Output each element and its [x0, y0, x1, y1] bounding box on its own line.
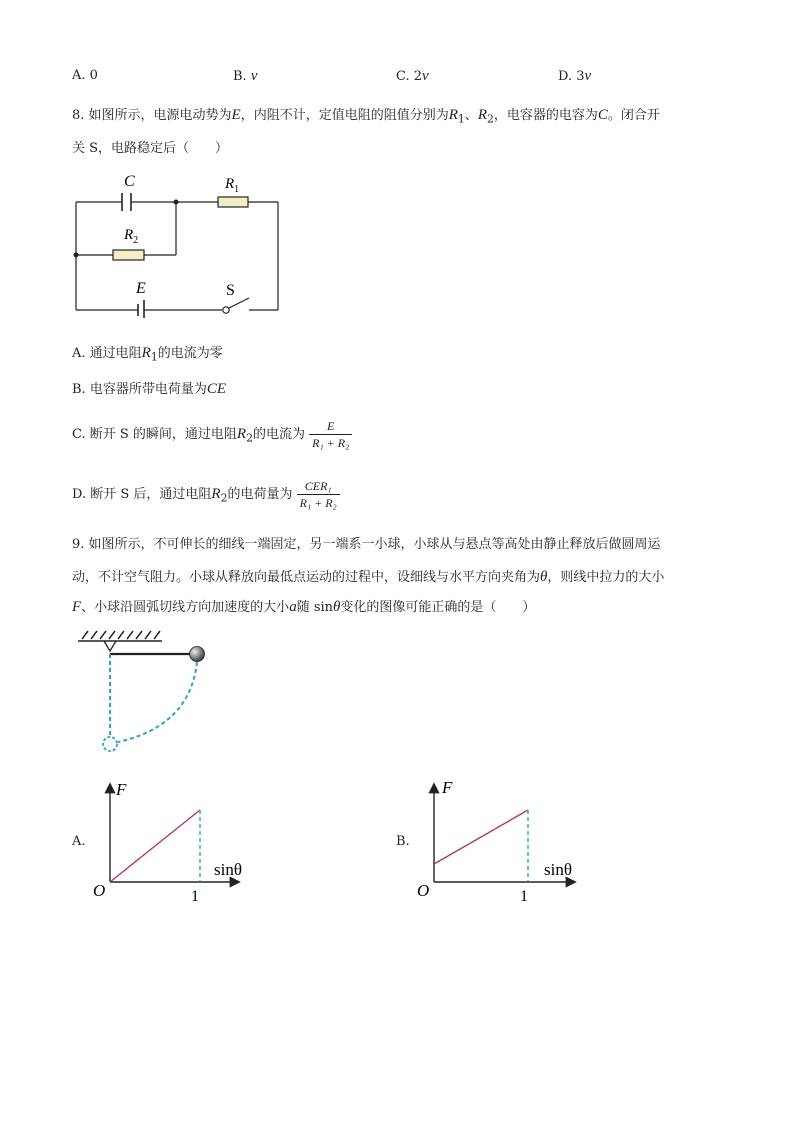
- q8-option-a: A. 通过电阻$R_1$的电流为零: [72, 345, 223, 364]
- q8-option-d: D. 断开 S 后，通过电阻$R_2$的电荷量为 $\frac{\text{CER₁}}{\text{R₁ + R₂}}$: [72, 478, 340, 511]
- q9-stem-line2: 动，不计空气阻力。小球从释放向最低点运动的过程中，设细线与水平方向夹角为θ，则线中拉力的大小: [72, 569, 665, 585]
- graph-b-xlabel: sinθ: [544, 860, 572, 879]
- graph-a-xlabel: sinθ: [214, 860, 242, 879]
- graph-b-ylabel: F: [442, 778, 453, 797]
- junction-dot: [174, 200, 179, 205]
- graph-a-option-label: A.: [72, 834, 86, 849]
- graph-a-ylabel: F: [116, 780, 127, 799]
- option-b-prev: B. v: [233, 68, 258, 84]
- fraction-c: $\frac{E}{\text{R₁ + R₂}}$: [309, 418, 352, 451]
- circuit-diagram: [64, 168, 294, 318]
- q9-stem-line1: 9. 如图所示，不可伸长的细线一端固定，另一端系一小球，小球从与悬点等高处由静止释放后做圆周运: [72, 537, 661, 552]
- option-d-prev: D. 3v: [558, 68, 592, 84]
- pendulum-diagram: [72, 628, 222, 758]
- resistor-r2: [113, 250, 144, 260]
- label-s: S: [226, 282, 235, 299]
- q8-option-c: C. 断开 S 的瞬间，通过电阻$R_2$的电流为 $\frac{E}{\text{R₁ + R₂}}$: [72, 418, 352, 451]
- junction-dot: [74, 253, 79, 258]
- label-e: E: [136, 280, 146, 297]
- graph-b-line: [434, 810, 528, 864]
- graph-a-tick: 1: [191, 888, 199, 903]
- resistor-r1: [218, 197, 248, 207]
- graph-b: [414, 775, 584, 903]
- graph-b-option-label: B.: [396, 834, 410, 849]
- ball: [190, 647, 205, 662]
- q8-option-b: B. 电容器所带电荷量为CE: [72, 381, 226, 397]
- option-a-prev: A. 0: [72, 68, 98, 83]
- label-r2: $R_2$: [124, 227, 139, 246]
- label-r1: $R_1$: [225, 176, 240, 195]
- switch-contact: [223, 307, 229, 313]
- graph-a-origin: O: [93, 881, 106, 900]
- q8-stem-line1: 8. 如图所示，电源电动势为E，内阻不计，定值电阻的阻值分别为$R_1$、$R_2$，电容器的电容为C。闭合开: [72, 107, 660, 126]
- ball-lowest-position: [103, 737, 117, 751]
- graph-b-origin: O: [417, 881, 430, 900]
- fraction-d: $\frac{\text{CER₁}}{\text{R₁ + R₂}}$: [297, 478, 340, 511]
- ball-trajectory: [118, 662, 197, 742]
- label-c: C: [124, 173, 135, 190]
- q8-stem-line2: 关 S，电路稳定后（ ）: [72, 141, 229, 156]
- q9-stem-line3: F、小球沿圆弧切线方向加速度的大小a随 sinθ变化的图像可能正确的是（ ）: [72, 599, 536, 615]
- option-c-prev: C. 2v: [396, 68, 429, 84]
- graph-b-tick: 1: [520, 888, 528, 903]
- graph-a: [90, 775, 260, 903]
- graph-a-line: [110, 810, 200, 882]
